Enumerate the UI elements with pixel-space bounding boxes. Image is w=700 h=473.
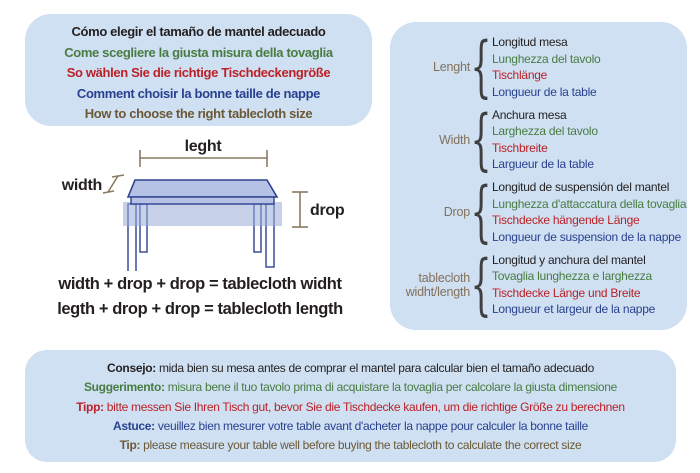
- tip-line-spanish: [25, 359, 676, 378]
- legend-label: Width: [439, 132, 470, 147]
- table-diagram: [30, 136, 370, 271]
- title-line-spanish: Cómo elegir el tamaño de mantel adecuado: [71, 24, 326, 39]
- formula-length: legth + drop + drop = tablecloth length: [57, 300, 343, 318]
- tip-line-italian: [25, 378, 676, 397]
- legend-row-width: [396, 100, 681, 178]
- tip-lead: Tip:: [119, 438, 141, 453]
- tip-line-english: [25, 436, 676, 455]
- tip-box: [25, 350, 676, 462]
- tip-text: bitte messen Sie Ihren Tisch gut, bevor Sie die Tischdecke kaufen, um die richtige Größe zu berechnen: [106, 399, 625, 414]
- tip-text: please measure your table well before buying the tablecloth to calculate the correct size: [143, 438, 582, 453]
- table-top: [128, 180, 277, 197]
- legend-item: Tischbreite: [492, 140, 548, 155]
- brace-icon: {: [470, 173, 492, 251]
- tip-lead: Tipp:: [76, 399, 104, 414]
- legend-item: Larghezza del tavolo: [492, 124, 598, 139]
- legend-item: Longitud y anchura del mantel: [492, 252, 646, 267]
- formula-block: [30, 272, 370, 322]
- legend-item: Tischlänge: [492, 68, 548, 82]
- brace-icon: {: [470, 100, 492, 178]
- legend-item: Longitud de suspensión del mantel: [492, 180, 670, 195]
- title-line-italian: Come scegliere la giusta misura della tovaglia: [64, 44, 333, 60]
- legend-row-drop: [396, 173, 687, 251]
- tip-text: veuillez bien mesurer votre table avant d'acheter la nappe pour calculer la bonne taille: [157, 418, 589, 433]
- legend-row-length: [396, 28, 681, 105]
- title-line-german: So wählen Sie die richtige Tischdeckengröße: [66, 65, 331, 80]
- tip-lead: Astuce:: [112, 418, 155, 433]
- width-label: width: [61, 177, 102, 194]
- legend-item: Lunghezza del tavolo: [492, 51, 601, 66]
- legend-item: Lunghezza d'attaccatura della tovaglia: [492, 196, 687, 211]
- legend-item: Tischdecke Länge und Breite: [492, 285, 641, 300]
- legend-item: Longueur de suspension de la nappe: [492, 229, 681, 244]
- title-box: [25, 14, 372, 126]
- title-line-french: Comment choisir la bonne taille de nappe: [76, 85, 321, 101]
- legend-item: Longueur de la table: [492, 84, 597, 99]
- legend-items: [492, 34, 681, 100]
- formula-width: width + drop + drop = tablecloth widht: [58, 275, 342, 293]
- legend-item: Longueur et largeur de la nappe: [492, 302, 656, 317]
- tip-text: misura bene il tuo tavolo prima di acquistare la tovaglia per calcolare la giusta dimensione: [167, 380, 618, 395]
- tip-lead: Consejo:: [107, 361, 156, 375]
- legend-label: Drop: [443, 205, 470, 220]
- legend-label: tablecloth widht/length: [405, 270, 470, 299]
- legend-items: [492, 252, 681, 318]
- tip-lead: Suggerimento:: [83, 380, 165, 395]
- width-measure-tick-bottom: [103, 191, 114, 193]
- legend-items: [492, 107, 681, 173]
- length-label: leght: [184, 138, 222, 155]
- legend-item: Longitud mesa: [492, 35, 568, 49]
- drop-label: drop: [310, 202, 345, 219]
- legend-items: [492, 179, 687, 245]
- legend-label: Lenght: [432, 60, 470, 74]
- tip-line-french: [25, 417, 676, 436]
- legend-box: [390, 22, 687, 330]
- legend-item: Anchura mesa: [492, 107, 567, 122]
- table-apron: [131, 197, 274, 204]
- title-line-english: How to choose the right tablecloth size: [84, 106, 313, 121]
- tablecloth-overlay: [123, 202, 282, 226]
- legend-item: Tovaglia lunghezza e larghezza: [492, 269, 652, 284]
- brace-icon: {: [470, 28, 492, 105]
- legend-item: Tischdecke hängende Länge: [492, 213, 640, 228]
- width-measure-line: [108, 176, 118, 192]
- tip-line-german: [25, 398, 676, 417]
- legend-item: Largueur de la table: [492, 157, 594, 172]
- brace-icon: {: [470, 245, 492, 323]
- tip-text: mida bien su mesa antes de comprar el mantel para calcular bien el tamaño adecuado: [158, 361, 594, 375]
- legend-row-tablecloth: [396, 245, 681, 323]
